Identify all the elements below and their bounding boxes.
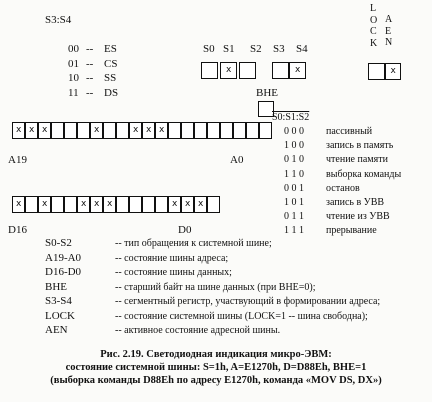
legend-term: D16-D0 [45, 266, 82, 278]
cycle-code: 0 0 0 [284, 126, 304, 137]
status-led-s3 [272, 62, 289, 79]
status-label-s4: S4 [296, 43, 308, 55]
aen-letter: A [385, 14, 393, 25]
address-bit-led [38, 122, 51, 139]
data-bit-led [25, 196, 38, 213]
address-bit-led [168, 122, 181, 139]
data-bit-led [207, 196, 220, 213]
address-bit-led [90, 122, 103, 139]
data-bit-led [12, 196, 25, 213]
legend-description: -- тип обращения к системной шине; [115, 238, 272, 249]
status-label-s3: S3 [273, 43, 285, 55]
address-bit-led [25, 122, 38, 139]
data-bit-led [51, 196, 64, 213]
segment-register: DS [104, 86, 119, 99]
address-bit-led [155, 122, 168, 139]
legend-description: -- состояние шины данных; [115, 267, 232, 278]
legend-description: -- состояние шины адреса; [115, 252, 229, 264]
segment-sep: -- [86, 86, 94, 99]
address-msb-label: A19 [8, 154, 27, 166]
led-on-mark: x [107, 199, 113, 209]
figure-caption-line2: состояние системной шины: S=1h, A=E1270h, D=D88Eh, BHE=1 [65, 362, 367, 373]
segment-sep: -- [86, 43, 94, 55]
data-bit-led [142, 196, 155, 213]
address-bit-led [12, 122, 25, 139]
cycle-name: пассивный [326, 126, 373, 137]
led-on-mark: x [159, 125, 165, 135]
address-bit-led [142, 122, 155, 139]
lock-letter: O [370, 14, 378, 26]
led-on-mark: x [198, 199, 204, 209]
data-bit-led [38, 196, 51, 213]
bhe-label: BHE [256, 87, 278, 99]
segment-code: 11 [68, 86, 79, 99]
led-on-mark: x [42, 125, 48, 135]
address-bit-led [194, 122, 207, 139]
data-bit-led [77, 196, 90, 213]
data-bit-led [90, 196, 103, 213]
legend-term: LOCK [45, 309, 75, 322]
cycle-code: 1 1 1 [284, 225, 304, 237]
cycle-code: 0 1 0 [284, 154, 304, 166]
figure-caption-line3: (выборка команды D88Eh по адресу E1270h, команда «MOV DS, DX») [50, 375, 382, 386]
segment-register: ES [104, 43, 117, 55]
status-led-s1 [220, 62, 237, 79]
status-label-s0: S0 [203, 43, 215, 55]
led-on-mark: x [94, 199, 100, 209]
address-bit-led [220, 122, 233, 139]
cycle-code: 0 1 1 [284, 211, 304, 223]
data-bit-led [168, 196, 181, 213]
address-bit-led [246, 122, 259, 139]
led-on-mark: x [133, 125, 139, 135]
aen-led [385, 63, 401, 80]
led-on-mark: x [16, 125, 22, 135]
lock-letter: K [370, 37, 378, 49]
led-on-mark: x [94, 125, 100, 135]
cycle-code: 0 0 1 [284, 182, 304, 194]
address-bit-led [51, 122, 64, 139]
data-bit-led [155, 196, 168, 213]
address-bit-led [116, 122, 129, 139]
led-on-mark: x [81, 199, 87, 209]
cycle-name: выборка команды [326, 168, 402, 180]
legend-description: -- активное состояние адресной шины. [115, 325, 281, 336]
data-bit-led [129, 196, 142, 213]
address-bit-led [181, 122, 194, 139]
status-label-s2: S2 [250, 43, 262, 55]
legend-term: AEN [45, 324, 68, 336]
cycle-name: чтение из УВВ [326, 211, 390, 223]
segment-code: 01 [68, 57, 79, 70]
segment-sep: -- [86, 57, 94, 70]
led-on-mark: x [29, 125, 35, 135]
data-msb-label: D16 [8, 224, 27, 236]
led-on-mark: x [172, 199, 178, 209]
segment-code: 10 [68, 72, 79, 84]
aen-letter: E [385, 25, 392, 37]
data-bit-led [194, 196, 207, 213]
led-on-mark: x [390, 66, 396, 76]
data-bit-led [116, 196, 129, 213]
led-on-mark: x [146, 125, 152, 135]
segment-table-title: S3:S4 [45, 14, 72, 26]
address-bit-led [233, 122, 246, 139]
data-bit-led [103, 196, 116, 213]
cycle-name: запись в память [326, 140, 394, 152]
lock-letter: C [370, 26, 377, 37]
figure-caption-line1: Рис. 2.19. Светодиодная индикация микро-ЭВМ: [100, 349, 332, 360]
led-on-mark: x [42, 199, 48, 209]
led-on-mark: x [226, 65, 232, 75]
status-label-s1: S1 [223, 43, 235, 55]
status-led-s2 [239, 62, 256, 79]
address-bit-led [129, 122, 142, 139]
legend-term: S0-S2 [45, 237, 72, 249]
data-lsb-label: D0 [178, 224, 192, 236]
legend-description: -- старший байт на шине данных (при BHE=0); [115, 281, 316, 293]
aen-letter: N [385, 37, 393, 48]
legend-description: -- состояние системной шины (LOCK=1 -- шина свободна); [115, 310, 368, 322]
led-on-mark: x [16, 199, 22, 209]
segment-sep: -- [86, 72, 94, 84]
address-bit-led [207, 122, 220, 139]
address-bit-led [259, 122, 272, 139]
cycle-name: останов [326, 182, 360, 194]
legend-term: S3-S4 [45, 295, 72, 307]
status-led-s4 [289, 62, 306, 79]
cycle-name: прерывание [326, 225, 377, 237]
address-bit-led [77, 122, 90, 139]
cycle-code: 1 0 0 [284, 140, 304, 152]
lock-led [368, 63, 385, 80]
address-bit-led [64, 122, 77, 139]
status-led-s0 [201, 62, 218, 79]
led-on-mark: x [185, 199, 191, 209]
cycle-code: 1 0 1 [284, 197, 304, 208]
legend-description: -- сегментный регистр, участвующий в формировании адреса; [115, 296, 381, 307]
data-bit-led [64, 196, 77, 213]
segment-register: CS [104, 57, 118, 70]
segment-code: 00 [68, 43, 79, 55]
cycle-code: 1 1 0 [284, 168, 304, 180]
led-on-mark: x [295, 65, 301, 75]
legend-term: A19-A0 [45, 251, 82, 264]
legend-term: BHE [45, 280, 67, 293]
address-lsb-label: A0 [230, 154, 244, 166]
lock-letter: L [370, 3, 377, 14]
cycle-name: чтение памяти [326, 154, 388, 166]
s-code-header: S0:S1:S2 [272, 112, 310, 123]
segment-register: SS [104, 72, 117, 84]
address-bit-led [103, 122, 116, 139]
data-bit-led [181, 196, 194, 213]
cycle-name: запись в УВВ [326, 197, 385, 208]
